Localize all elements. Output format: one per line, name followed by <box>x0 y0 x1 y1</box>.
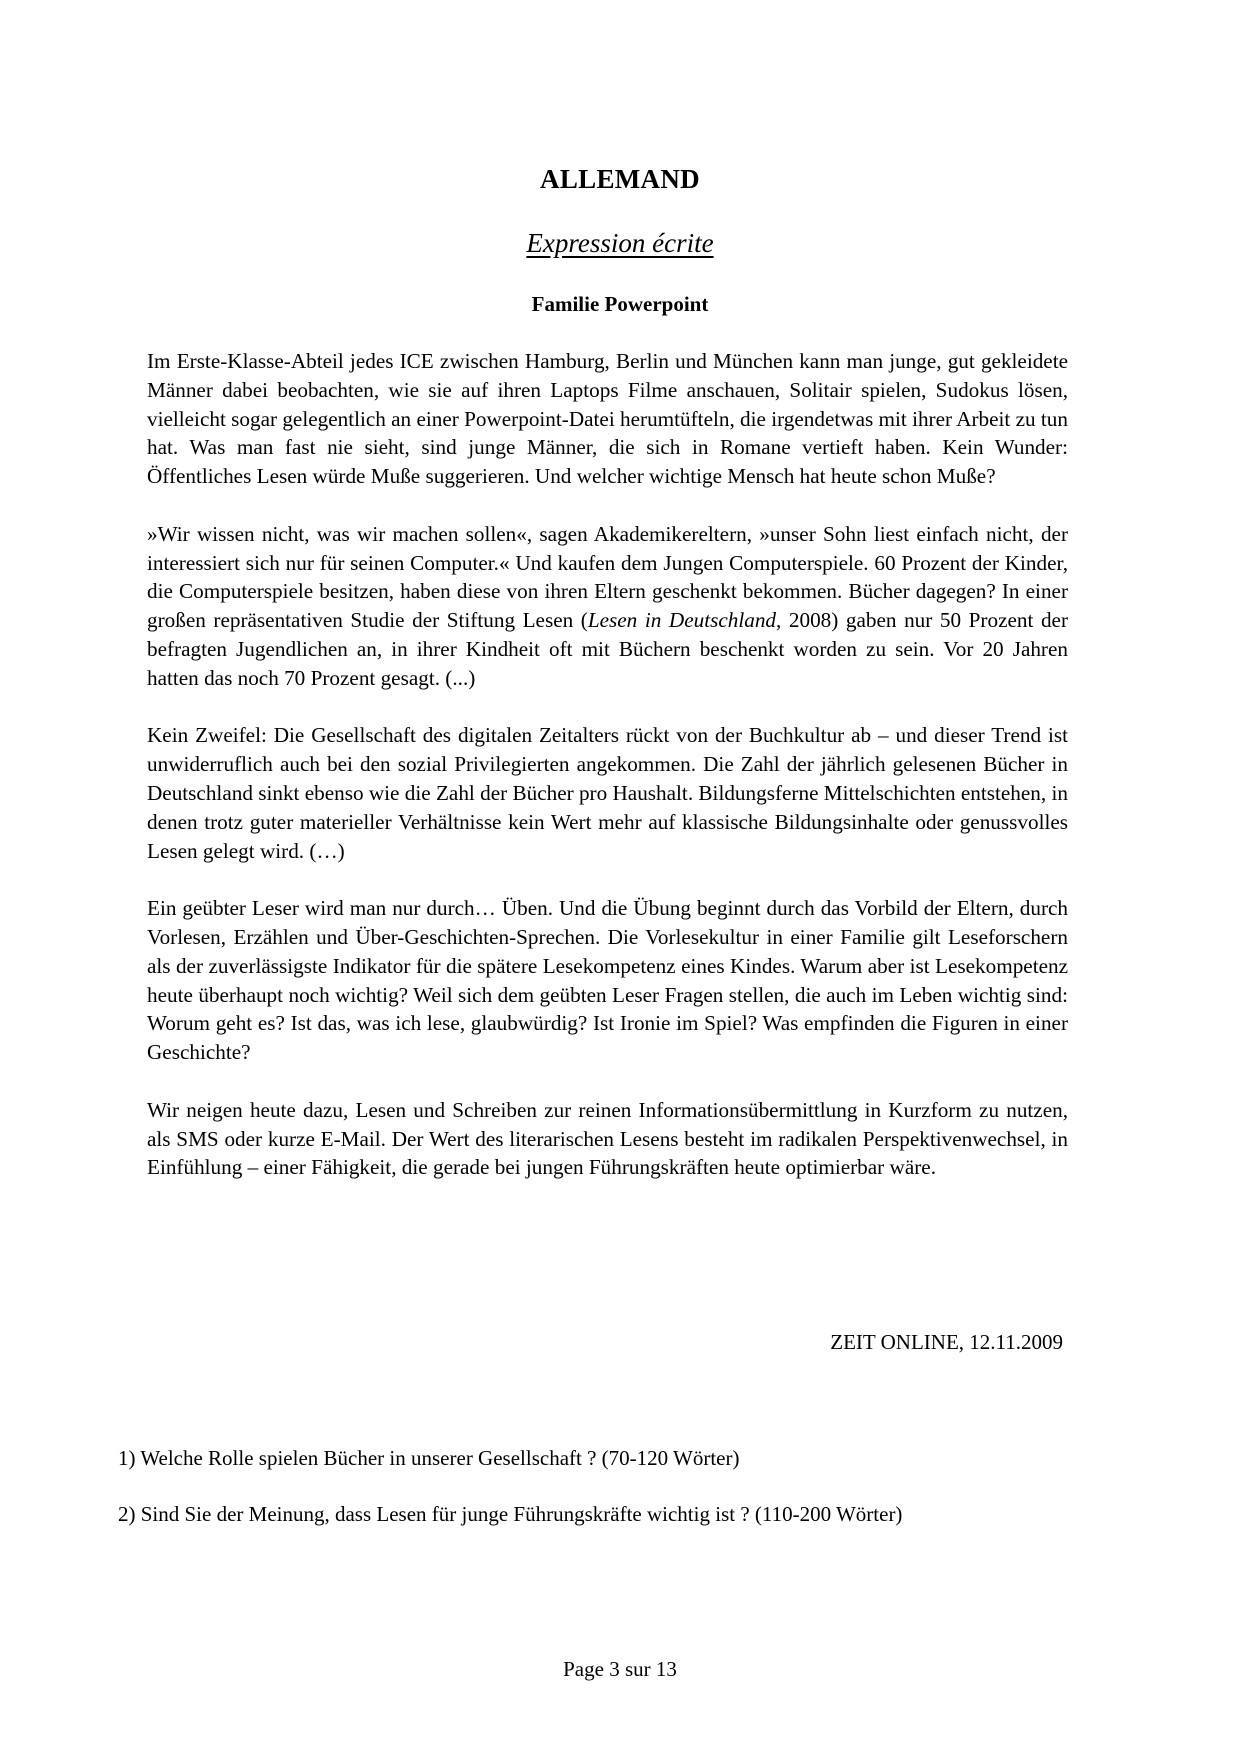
paragraph-2-text-b: , 2008) gaben nur 50 Prozent der befragten Jugendlichen an, in ihrer Kindheit oft mit Büchern beschenkt worden zu sein. Vor 20 Jahren hatten das noch 70 Prozent gesagt. (...) <box>147 608 1068 690</box>
study-title-italic: Lesen in Deutschland <box>587 608 777 633</box>
page-number: Page 3 sur 13 <box>563 1657 677 1681</box>
article-title: Familie Powerpoint <box>531 292 709 316</box>
article-body <box>147 347 1068 1211</box>
article-paragraph-3: Kein Zweifel: Die Gesellschaft des digitalen Zeitalters rückt von der Buchkultur ab – und dieser Trend ist unwiderruflich auch bei den sozial Privilegierten angekommen. Die Zahl der jährlich gelesenen Bücher in Deutschland sinkt ebenso wie die Zahl der Bücher pro Haushalt. Bildungsferne Mittelschichten entstehen, in denen trotz guter materieller Verhältnisse kein Wert mehr auf klassische Bildungsinhalte oder genussvolles Lesen gelegt wird. (…) <box>147 723 1068 863</box>
article-source: ZEIT ONLINE, 12.11.2009 <box>830 1330 1063 1354</box>
document-title: ALLEMAND <box>540 164 700 194</box>
question-1: 1) Welche Rolle spielen Bücher in unserer Gesellschaft ? (70-120 Wörter) <box>118 1446 740 1470</box>
question-2: 2) Sind Sie der Meinung, dass Lesen für junge Führungskräfte wichtig ist ? (110-200 Wörter) <box>118 1502 903 1526</box>
article-paragraph-5: Wir neigen heute dazu, Lesen und Schreiben zur reinen Informationsübermittlung in Kurzform zu nutzen, als SMS oder kurze E-Mail. Der Wert des literarischen Lesens besteht im radikalen Perspektivenwechsel, in Einfühlung – einer Fähigkeit, die gerade bei jungen Führungskräften heute optimierbar wäre. <box>147 1097 1068 1180</box>
article-paragraph-4: Ein geübter Leser wird man nur durch… Üben. Und die Übung beginnt durch das Vorbild der Eltern, durch Vorlesen, Erzählen und Über-Geschichten-Sprechen. Die Vorlesekultur in einer Familie gilt Leseforschern als der zuverlässigste Indikator für die spätere Lesekompetenz eines Kindes. Warum aber ist Lesekompetenz heute überhaupt noch wichtig? Weil sich dem geübten Leser Fragen stellen, die auch im Leben wichtig sind: Worum geht es? Ist das, was ich lese, glaubwürdig? Ist Ironie im Spiel? Was empfinden die Figuren in einer Geschichte? <box>147 896 1068 1065</box>
paragraph-2-text-a: »Wir wissen nicht, was wir machen sollen«, sagen Akademikereltern, »unser Sohn liest einfach nicht, der interessiert sich nur für seinen Computer.« Und kaufen dem Jungen Computerspiele. 60 Prozent der Kinder, die Computerspiele besitzen, haben diese von ihren Eltern geschenkt bekommen. Bücher dagegen? In einer großen repräsentativen Studie der Stiftung Lesen ( <box>147 521 1068 633</box>
article-paragraph-1: Im Erste-Klasse-Abteil jedes ICE zwischen Hamburg, Berlin und München kann man junge, gut gekleidete Männer dabei beobachten, wie sie auf ihren Laptops Filme anschauen, Solitair spielen, Sudokus lösen, vielleicht sogar gelegentlich an einer Powerpoint-Datei herumtüfteln, die irgendetwas mit ihrer Arbeit zu tun hat. Was man fast nie sieht, sind junge Männer, die sich in Romane vertieft haben. Kein Wunder: Öffentliches Lesen würde Muße suggerieren. Und welcher wichtige Mensch hat heute schon Muße? <box>147 349 1068 489</box>
article-paragraph-2 <box>147 520 1068 693</box>
section-subtitle: Expression écrite <box>526 228 714 258</box>
